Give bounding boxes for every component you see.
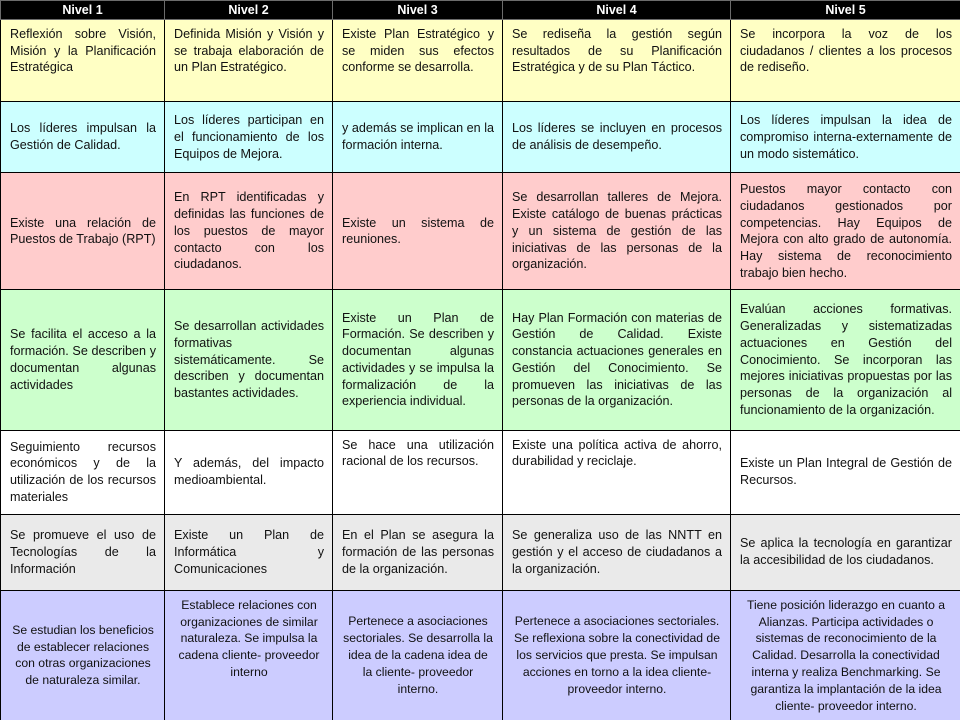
header-nivel-2: Nivel 2 — [165, 1, 333, 20]
table-row — [1, 102, 960, 173]
table-cell: Existe Plan Estratégico y se miden sus efectos conforme se desarrolla. — [333, 20, 503, 102]
table-cell: Tiene posición liderazgo en cuanto a Alianzas. Participa actividades o sistemas de reconocimiento de la Calidad. Desarrolla la conectividad interna y realiza Benchmarking. Se garantiza la implantación de la idea cliente- proveedor interno. — [731, 590, 960, 720]
header-nivel-4: Nivel 4 — [503, 1, 731, 20]
table-cell: Definida Misión y Visión y se trabaja elaboración de un Plan Estratégico. — [165, 20, 333, 102]
table-cell: Los líderes participan en el funcionamiento de los Equipos de Mejora. — [165, 102, 333, 173]
header-nivel-5: Nivel 5 — [731, 1, 960, 20]
header-row — [1, 1, 960, 20]
table-cell: Se facilita el acceso a la formación. Se describen y documentan algunas actividades — [1, 290, 165, 430]
table-row — [1, 290, 960, 430]
table-cell: Se estudian los beneficios de establecer relaciones con otras organizaciones de naturaleza similar. — [1, 590, 165, 720]
table-cell: Pertenece a asociaciones sectoriales. Se desarrolla la idea de la cadena idea de la cliente- proveedor interno. — [333, 590, 503, 720]
header-nivel-1: Nivel 1 — [1, 1, 165, 20]
table-cell: Existe una política activa de ahorro, durabilidad y reciclaje. — [503, 430, 731, 514]
table-cell: Se desarrollan talleres de Mejora. Existe catálogo de buenas prácticas y un sistema de gestión de las iniciativas de las personas de la organización. — [503, 173, 731, 290]
header-nivel-3: Nivel 3 — [333, 1, 503, 20]
table-cell: Existe una relación de Puestos de Trabajo (RPT) — [1, 173, 165, 290]
table-cell: y además se implican en la formación interna. — [333, 102, 503, 173]
table-row — [1, 430, 960, 514]
table-cell: Puestos mayor contacto con ciudadanos gestionados por competencias. Hay Equipos de Mejora con alto grado de autonomía. Hay sistema de reconocimiento trabajo bien hecho. — [731, 173, 960, 290]
table-row — [1, 173, 960, 290]
table-cell: Se rediseña la gestión según resultados de su Planificación Estratégica y de su Plan Táctico. — [503, 20, 731, 102]
table-cell: Se aplica la tecnología en garantizar la accesibilidad de los ciudadanos. — [731, 514, 960, 590]
table-cell: Y además, del impacto medioambiental. — [165, 430, 333, 514]
table-cell: Los líderes se incluyen en procesos de análisis de desempeño. — [503, 102, 731, 173]
table-cell: Los líderes impulsan la Gestión de Calidad. — [1, 102, 165, 173]
table-cell: Se hace una utilización racional de los recursos. — [333, 430, 503, 514]
table-cell: Evalúan acciones formativas. Generalizadas y sistematizadas actuaciones en Gestión del Conocimiento. Se incorporan las mejores iniciativas propuestas por las personas de la organización al funcionamiento de la organización. — [731, 290, 960, 430]
table-cell: Existe un Plan Integral de Gestión de Recursos. — [731, 430, 960, 514]
table-cell: Reflexión sobre Visión, Misión y la Planificación Estratégica — [1, 20, 165, 102]
table-cell: En RPT identificadas y definidas las funciones de los puestos de mayor contacto con los ciudadanos. — [165, 173, 333, 290]
table-cell: Existe un Plan de Informática y Comunicaciones — [165, 514, 333, 590]
table-row — [1, 514, 960, 590]
table-cell: Se promueve el uso de Tecnologías de la Información — [1, 514, 165, 590]
table-cell: Se incorpora la voz de los ciudadanos / clientes a los procesos de rediseño. — [731, 20, 960, 102]
table-cell: Seguimiento recursos económicos y de la utilización de los recursos materiales — [1, 430, 165, 514]
table-cell: Los líderes impulsan la idea de compromiso interna-externamente de un modo sistemático. — [731, 102, 960, 173]
table-cell: Se generaliza uso de las NNTT en gestión y el acceso de ciudadanos a la organización. — [503, 514, 731, 590]
table-cell: Hay Plan Formación con materias de Gestión de Calidad. Existe constancia actuaciones generales en Gestión del Conocimiento. Se promueven las iniciativas de las personas de la organización. — [503, 290, 731, 430]
table-cell: En el Plan se asegura la formación de las personas de la organización. — [333, 514, 503, 590]
table-cell: Existe un Plan de Formación. Se describen y documentan algunas actividades y se impulsa la formalización de la experiencia individual. — [333, 290, 503, 430]
table-cell: Existe un sistema de reuniones. — [333, 173, 503, 290]
table-row — [1, 20, 960, 102]
table-cell: Pertenece a asociaciones sectoriales. Se reflexiona sobre la conectividad de los servicios que presta. Se impulsan acciones en torno a la idea cliente- proveedor interno. — [503, 590, 731, 720]
table-cell: Establece relaciones con organizaciones de similar naturaleza. Se impulsa la cadena cliente- proveedor interno — [165, 590, 333, 720]
table-row — [1, 590, 960, 720]
table-cell: Se desarrollan actividades formativas sistemáticamente. Se describen y documentan bastantes actividades. — [165, 290, 333, 430]
